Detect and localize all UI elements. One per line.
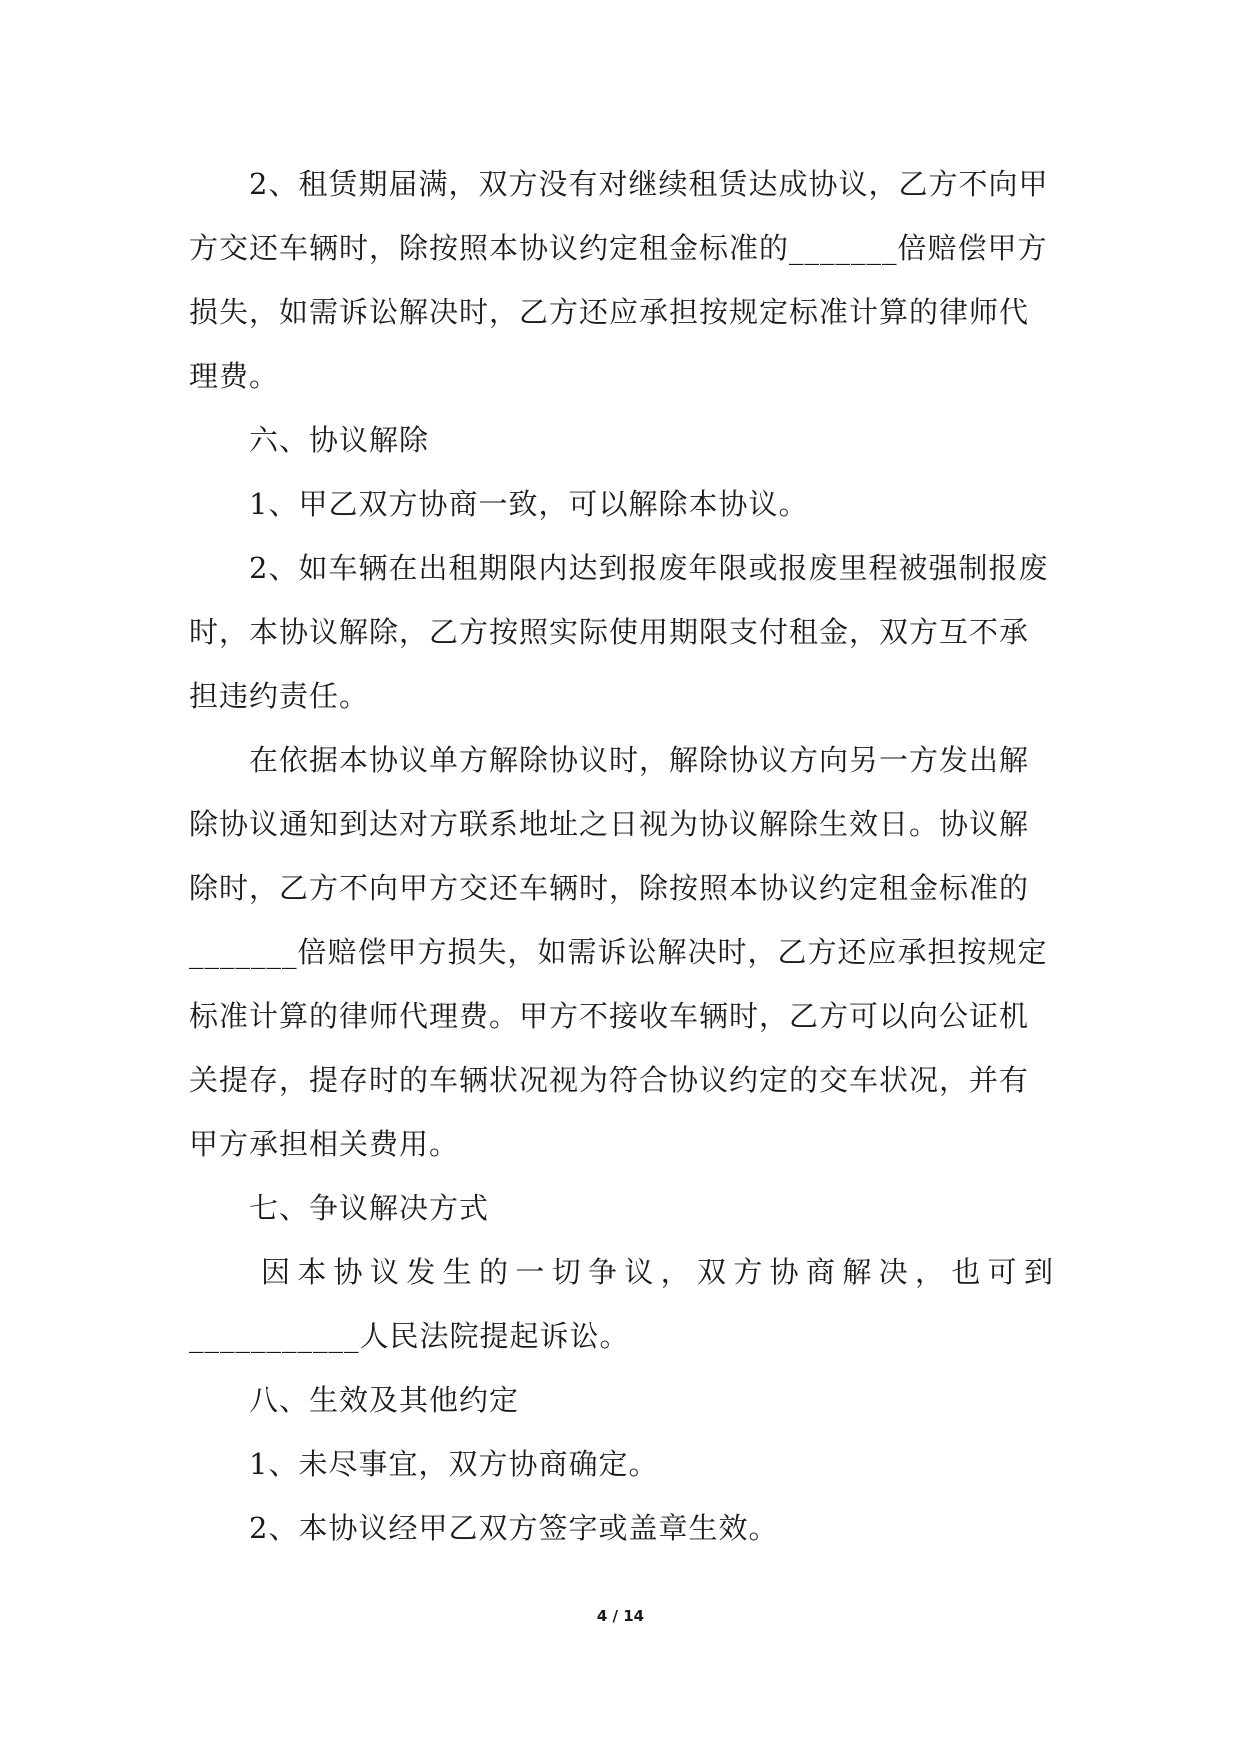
paragraph-effectiveness: 2、本协议经甲乙双方签字或盖章生效。 — [249, 1511, 779, 1545]
section-heading-termination: 六、协议解除 — [249, 423, 430, 457]
page-number: 4 / 14 — [596, 1607, 645, 1625]
section-heading-dispute: 七、争议解决方式 — [249, 1191, 490, 1225]
paragraph-dispute-resolution: 因本协议发生的一切争议，双方协商解决，也可到 — [261, 1255, 1054, 1289]
paragraph-unilateral-termination: 在依据本协议单方解除协议时，解除协议方向另一方发出解除协议通知到达对方联系地址之日视为协议解除生效日。协议解除时，乙方不向甲方交还车辆时，除按照本协议约定租金标准的_______倍赔偿甲方损失，如需诉讼解决时，乙方还应承担按规定标准计算的律师代理费。甲方不接收车辆时，乙方可以向公证机关提存，提存时的车辆状况视为符合协议约定的交车状况，并有甲方承担相关费用。 — [189, 743, 1048, 1161]
section-heading-effect: 八、生效及其他约定 — [249, 1383, 520, 1417]
paragraph-lease-expiry: 2、租赁期届满，双方没有对继续租赁达成协议，乙方不向甲方交还车辆时，除按照本协议约定租金标准的_______倍赔偿甲方损失，如需诉讼解决时，乙方还应承担按规定标准计算的律师代理费。 — [189, 167, 1049, 393]
paragraph-mutual-termination: 1、甲乙双方协商一致，可以解除本协议。 — [249, 487, 809, 521]
paragraph-scrap-termination: 2、如车辆在出租期限内达到报废年限或报废里程被强制报废时，本协议解除，乙方按照实际使用期限支付租金，双方互不承担违约责任。 — [189, 551, 1049, 713]
document-body — [189, 152, 1054, 1560]
paragraph-other-matters: 1、未尽事宜，双方协商确定。 — [249, 1447, 659, 1481]
paragraph-court-line: ___________人民法院提起诉讼。 — [189, 1319, 630, 1353]
